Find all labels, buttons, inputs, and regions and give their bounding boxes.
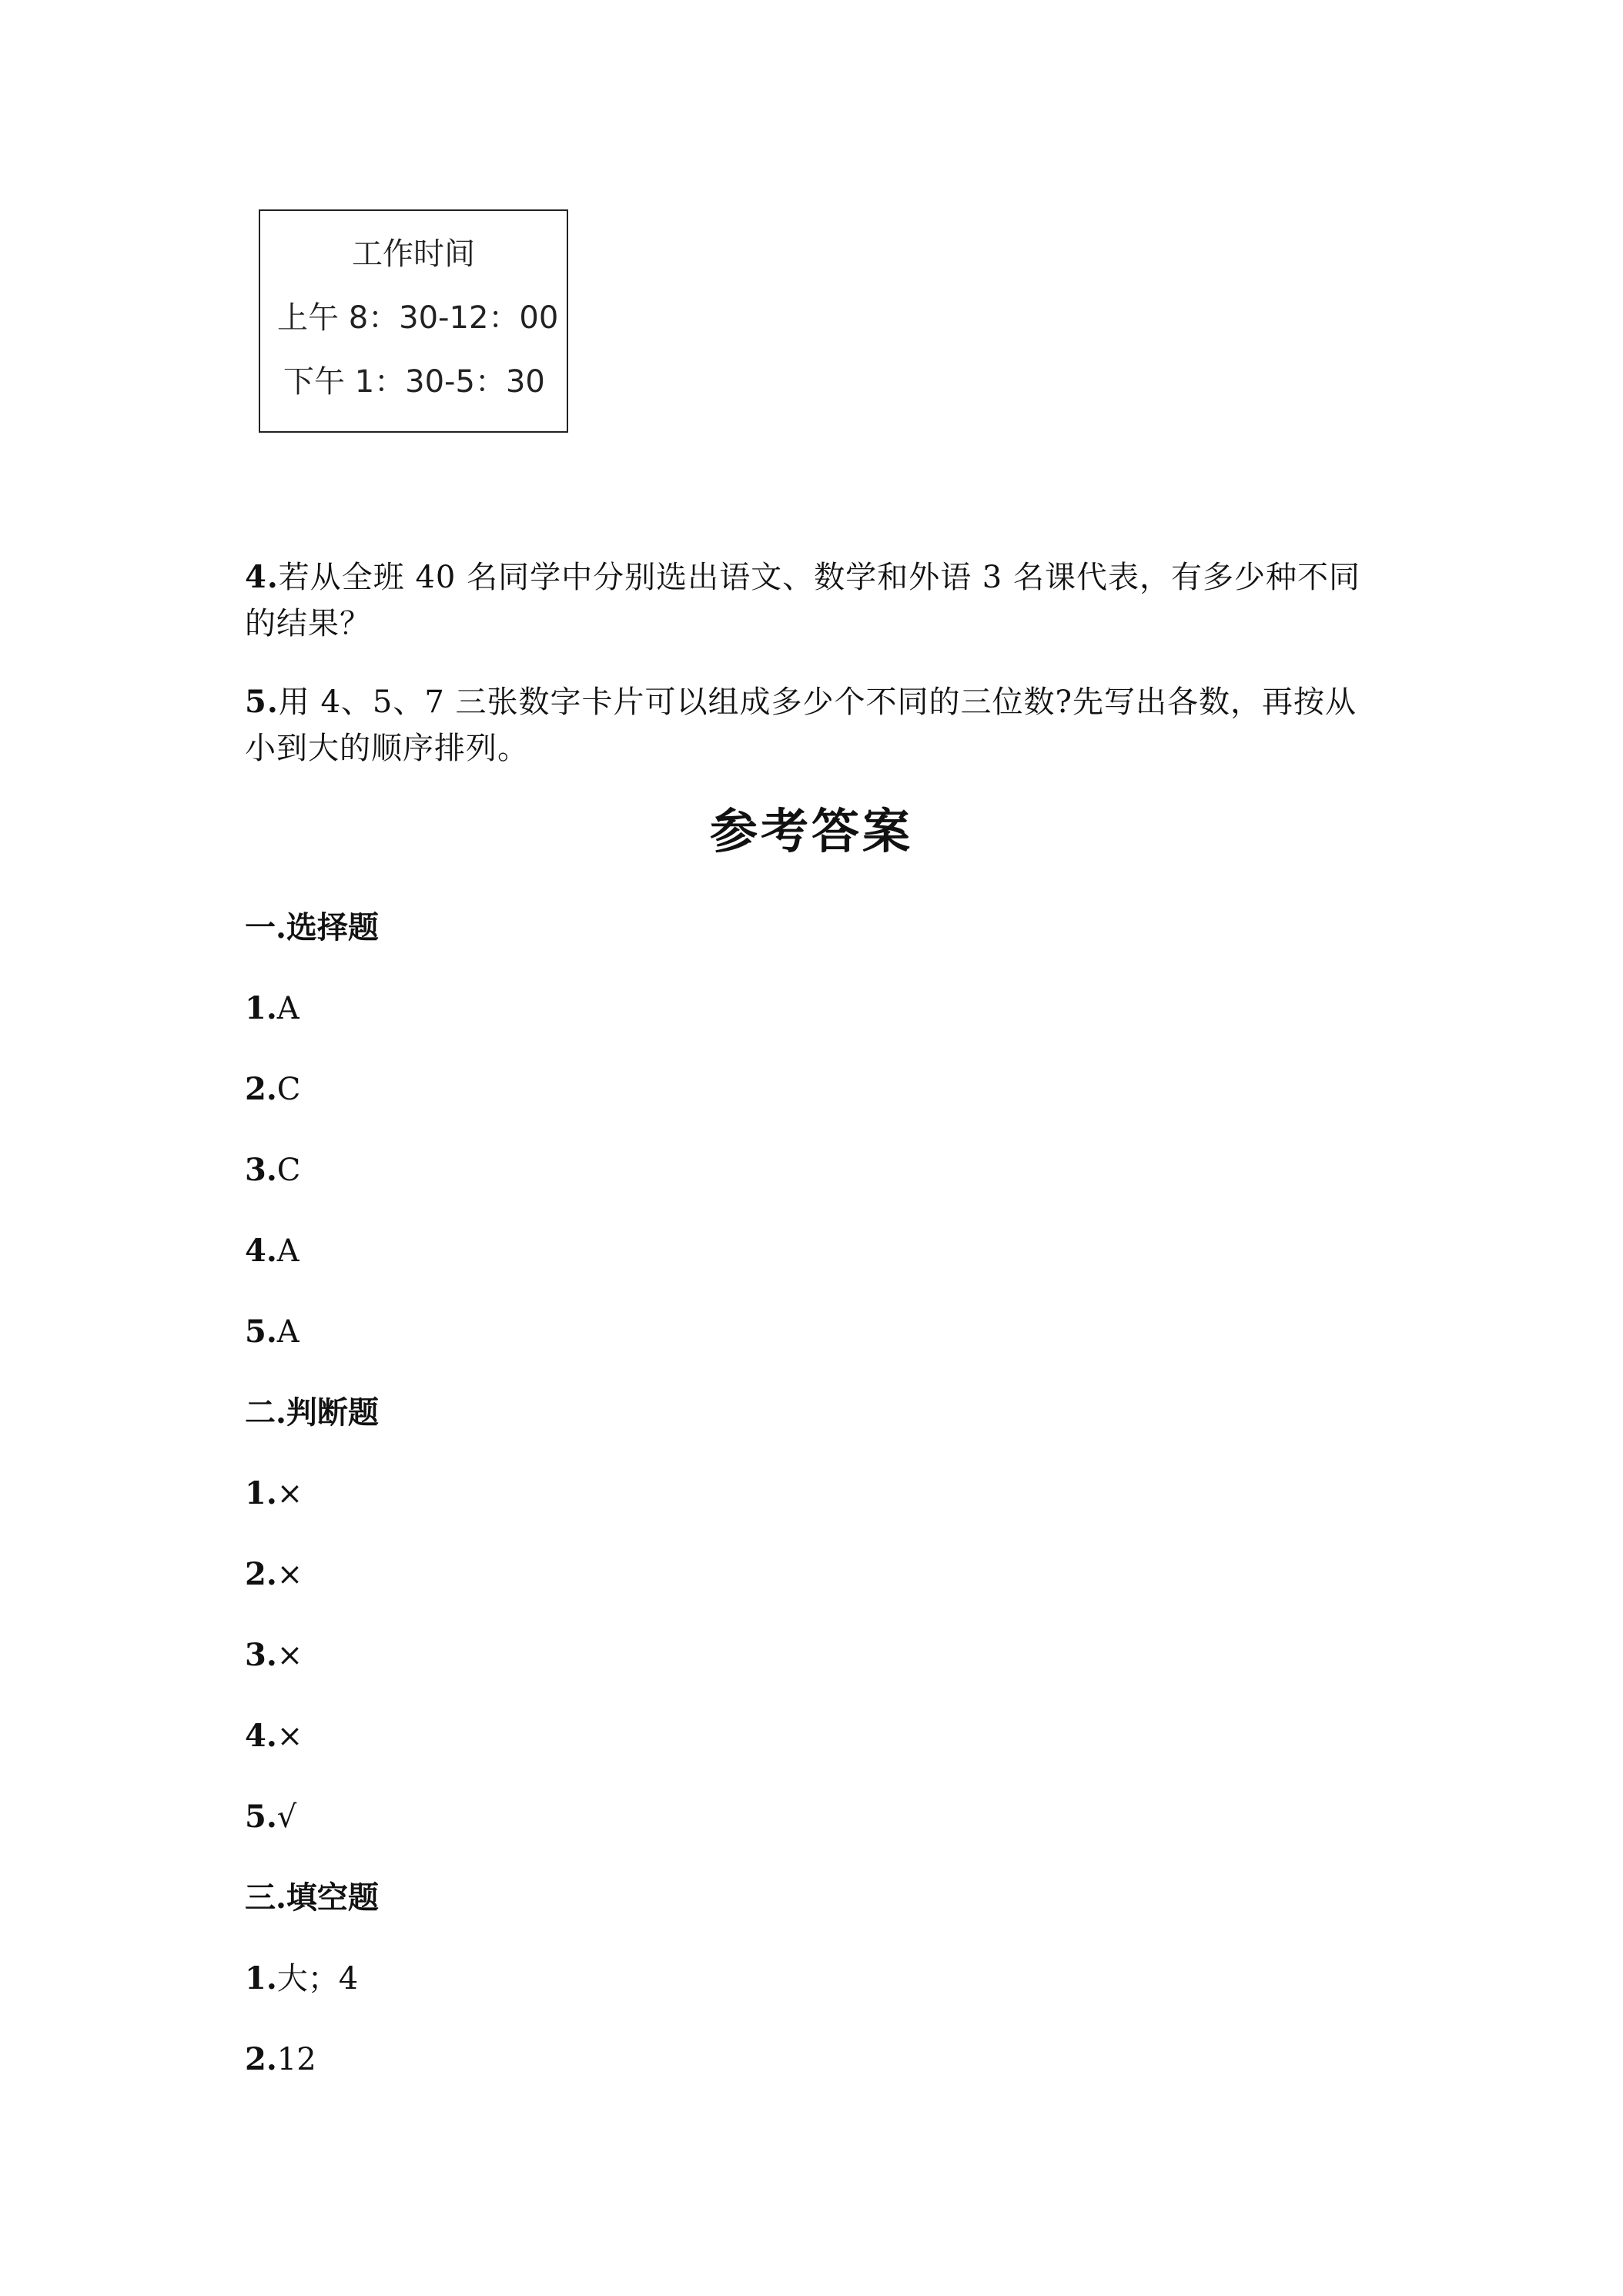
section-heading-fill-blank: 三.填空题: [245, 1879, 379, 1916]
work-hours-box: [259, 209, 568, 433]
answer-text: C: [276, 1072, 301, 1107]
section-heading-true-false: 二.判断题: [245, 1394, 379, 1431]
answer-item: [245, 1313, 300, 1351]
answer-text: ×: [276, 1476, 303, 1511]
answer-text: 大；4: [276, 1961, 359, 1996]
answer-number: 1.: [245, 990, 277, 1026]
question-text: 若从全班 40 名同学中分别选出语文、数学和外语 3 名课代表，有多少种不同的结果？: [245, 560, 1360, 641]
answer-text: A: [276, 1233, 300, 1269]
answer-number: 5.: [245, 1799, 277, 1835]
answer-text: A: [276, 991, 300, 1026]
answer-item: [245, 1960, 358, 1998]
answer-item: [245, 1717, 303, 1755]
answer-number: 1.: [245, 1475, 277, 1511]
answer-number: 4.: [245, 1718, 277, 1754]
answer-number: 5.: [245, 1314, 277, 1350]
answer-number: 3.: [245, 1637, 277, 1673]
answer-number: 4.: [245, 1233, 277, 1269]
answer-text: ×: [276, 1557, 303, 1592]
question-4: [245, 554, 1384, 647]
answer-text: ×: [276, 1638, 303, 1673]
answer-item: [245, 1232, 300, 1270]
section-heading-choice: 一.选择题: [245, 909, 379, 946]
answer-text: √: [276, 1799, 297, 1835]
question-number: 5.: [245, 684, 279, 720]
answer-item: [245, 1474, 303, 1513]
answer-text: C: [276, 1153, 301, 1188]
answer-item: [245, 2040, 316, 2079]
answer-item: [245, 1555, 303, 1594]
answer-number: 3.: [245, 1152, 277, 1188]
answers-title: 参考答案: [709, 803, 913, 859]
answer-item: [245, 1151, 300, 1190]
question-5: [245, 679, 1384, 771]
answer-number: 2.: [245, 2041, 277, 2077]
answer-item: [245, 1636, 303, 1675]
question-number: 4.: [245, 559, 279, 595]
answer-text: 12: [276, 2042, 316, 2077]
answer-text: A: [276, 1314, 300, 1350]
answer-item: [245, 1798, 296, 1836]
answer-text: ×: [276, 1719, 303, 1754]
work-hours-morning: 上午 8：30-12：00: [277, 300, 559, 336]
work-hours-afternoon: 下午 1：30-5：30: [283, 364, 545, 400]
answer-number: 2.: [245, 1556, 277, 1592]
answer-item: [245, 1070, 300, 1109]
question-text: 用 4、5、7 三张数字卡片可以组成多少个不同的三位数?先写出各数，再按从小到大的顺序排列。: [245, 684, 1357, 766]
answer-number: 2.: [245, 1071, 277, 1107]
work-hours-title: 工作时间: [352, 236, 475, 272]
answer-item: [245, 989, 300, 1028]
answer-number: 1.: [245, 1960, 277, 1996]
